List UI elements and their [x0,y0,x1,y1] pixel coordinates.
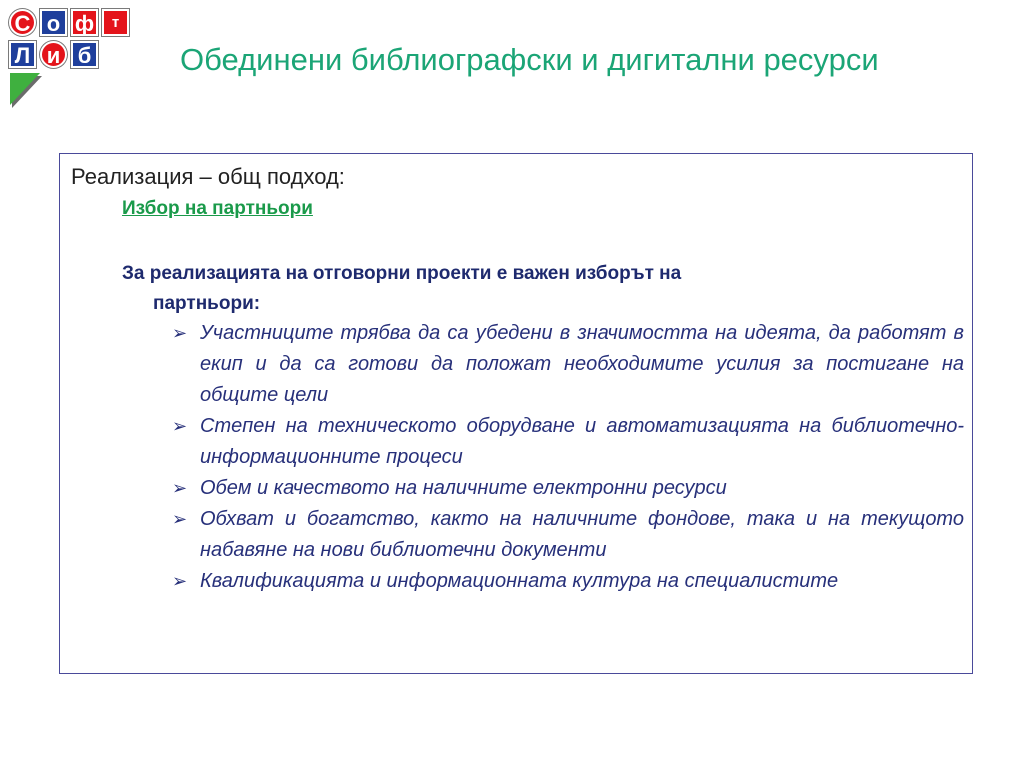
logo-tile: о [40,9,67,36]
criteria-list [172,318,964,597]
list-item-text: Квалификацията и информационната култура на специалистите [200,570,839,592]
lead-line-1: За реализацията на отговорни проекти е важен изборът на [122,263,682,284]
arrow-bullet-icon: ➢ [172,478,188,498]
list-item [172,473,964,504]
arrow-bullet-icon: ➢ [172,323,188,343]
logo-tile: т [102,9,129,36]
logo-tile: ф [71,9,98,36]
arrow-bullet-icon: ➢ [172,571,188,591]
logo-triangle-icon [10,73,40,105]
lead-line-2: партньори: [153,293,261,314]
lead-paragraph [122,259,902,319]
list-item [172,411,964,473]
logo-tile: б [71,41,98,68]
partners-link[interactable]: Избор на партньори [122,198,313,219]
list-item [172,566,964,597]
list-item [172,318,964,411]
list-item-text: Участниците трябва да са убедени в значимостта на идеята, да работят в екип и да са готови да положат необходимите усилия за постигане на общите цели [200,322,964,406]
arrow-bullet-icon: ➢ [172,509,188,529]
content-box [59,153,973,674]
logo [6,6,132,110]
logo-tile: С [9,9,36,36]
section-heading: Реализация – общ подход: [71,164,345,189]
list-item-text: Обхват и богатство, както на наличните фондове, така и на текущото набавяне на нови библиотечни документи [200,508,964,561]
logo-tile: Л [9,41,36,68]
list-item-text: Обем и качеството на наличните електронни ресурси [200,477,727,499]
logo-tile: и [40,41,67,68]
arrow-bullet-icon: ➢ [172,416,188,436]
list-item-text: Степен на техническото оборудване и автоматизацията на библиотечно-информационните процеси [200,415,964,468]
list-item [172,504,964,566]
page-title: Обединени библиографски и дигитални ресурси [180,42,879,77]
